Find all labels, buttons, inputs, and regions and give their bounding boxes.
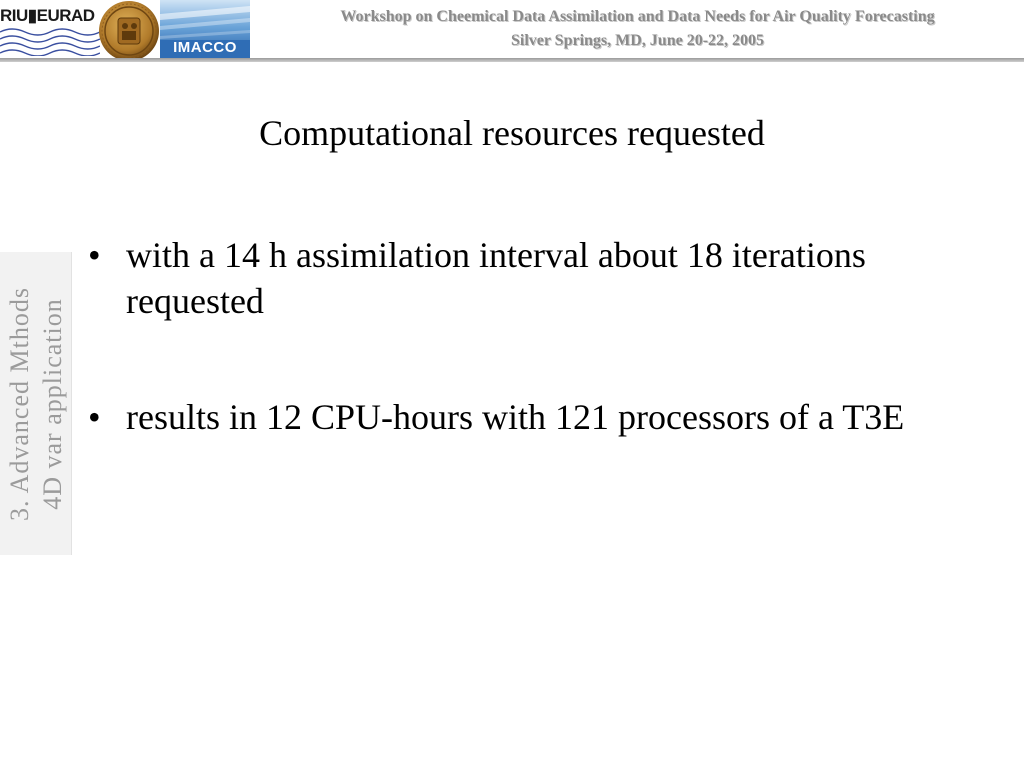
- bullet-item: [88, 394, 948, 440]
- imacco-logo: [160, 0, 250, 60]
- bullet-icon: •: [88, 397, 101, 437]
- riu-eurad-logo: [0, 2, 100, 58]
- bullet-list: [88, 232, 948, 510]
- bullet-item: [88, 232, 948, 324]
- riu-eurad-logo-text: RIU▮EURAD: [0, 6, 95, 25]
- bullet-text: with a 14 h assimilation interval about 18 iterations requested: [126, 235, 866, 321]
- bullet-text: results in 12 CPU-hours with 121 processors of a T3E: [126, 397, 905, 437]
- university-seal-icon: [98, 0, 160, 62]
- workshop-title: Workshop on Cheemical Data Assimilation and Data Needs for Air Quality Forecasting: [340, 8, 935, 25]
- header-divider: [0, 58, 1024, 62]
- wave-icon: [0, 26, 100, 56]
- section-side-label: [0, 252, 72, 555]
- bullet-icon: •: [88, 235, 101, 275]
- workshop-subtitle: Silver Springs, MD, June 20-22, 2005: [510, 32, 765, 49]
- section-side-text: [3, 287, 69, 521]
- slide-title: Computational resources requested: [259, 113, 765, 153]
- section-side-line-1: 3. Advanced Mthods: [5, 287, 34, 521]
- slide-header: [0, 0, 1024, 64]
- imacco-logo-text: IMACCO: [173, 39, 237, 56]
- section-side-line-2: 4D var application: [38, 298, 67, 510]
